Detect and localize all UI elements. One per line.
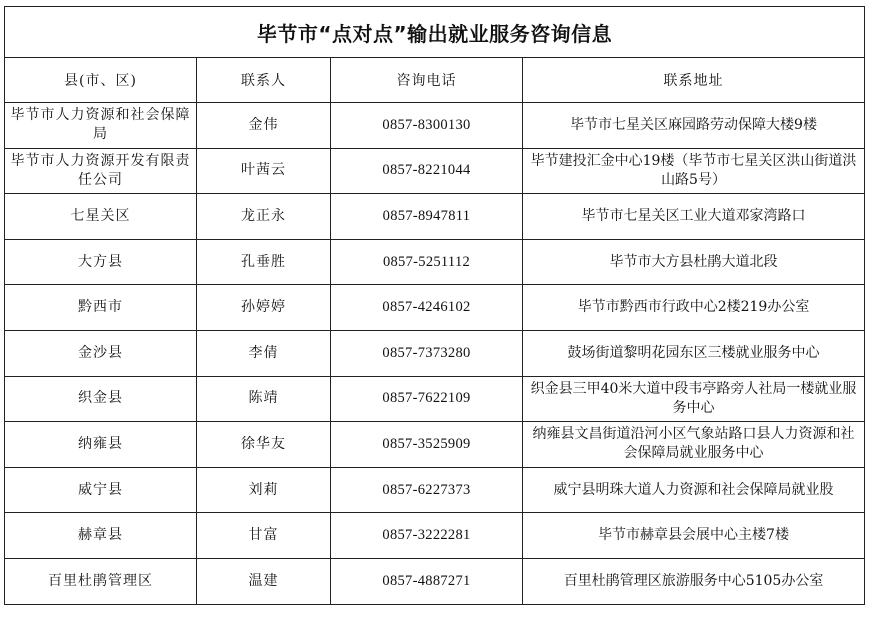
header-county[interactable]: 县(市、区) <box>5 58 197 103</box>
cell-contact[interactable]: 孙婷婷 <box>197 285 331 331</box>
info-table <box>4 6 865 605</box>
cell-county[interactable]: 七星关区 <box>5 194 197 240</box>
cell-contact[interactable]: 龙正永 <box>197 194 331 240</box>
cell-address[interactable]: 毕节市七星关区工业大道邓家湾路口 <box>523 194 865 240</box>
table-row <box>5 285 865 331</box>
cell-phone[interactable]: 0857-8221044 <box>331 148 523 194</box>
table-row <box>5 103 865 149</box>
header-row <box>5 58 865 103</box>
table-title[interactable]: 毕节市“点对点”输出就业服务咨询信息 <box>5 7 865 58</box>
cell-address[interactable]: 织金县三甲40米大道中段韦亭路旁人社局一楼就业服务中心 <box>523 376 865 422</box>
table-row <box>5 239 865 285</box>
header-address[interactable]: 联系地址 <box>523 58 865 103</box>
table-row <box>5 422 865 468</box>
cell-phone[interactable]: 0857-7373280 <box>331 330 523 376</box>
cell-address[interactable]: 毕节建投汇金中心19楼（毕节市七星关区洪山街道洪山路5号） <box>523 148 865 194</box>
cell-contact[interactable]: 徐华友 <box>197 422 331 468</box>
cell-address[interactable]: 毕节市七星关区麻园路劳动保障大楼9楼 <box>523 103 865 149</box>
spreadsheet-sheet <box>4 6 864 630</box>
cell-phone[interactable]: 0857-4887271 <box>331 558 523 604</box>
cell-county[interactable]: 金沙县 <box>5 330 197 376</box>
cell-address[interactable]: 毕节市大方县杜鹃大道北段 <box>523 239 865 285</box>
cell-address[interactable]: 威宁县明珠大道人力资源和社会保障局就业股 <box>523 467 865 513</box>
cell-contact[interactable]: 刘莉 <box>197 467 331 513</box>
cell-phone[interactable]: 0857-4246102 <box>331 285 523 331</box>
cell-phone[interactable]: 0857-6227373 <box>331 467 523 513</box>
cell-phone[interactable]: 0857-3525909 <box>331 422 523 468</box>
table-body <box>5 103 865 605</box>
table-row <box>5 558 865 604</box>
cell-contact[interactable]: 孔垂胜 <box>197 239 331 285</box>
cell-contact[interactable]: 温建 <box>197 558 331 604</box>
table-row <box>5 513 865 559</box>
table-row <box>5 194 865 240</box>
header-contact[interactable]: 联系人 <box>197 58 331 103</box>
cell-contact[interactable]: 叶茜云 <box>197 148 331 194</box>
cell-county[interactable]: 百里杜鹃管理区 <box>5 558 197 604</box>
cell-county[interactable]: 织金县 <box>5 376 197 422</box>
cell-address[interactable]: 纳雍县文昌街道沿河小区气象站路口县人力资源和社会保障局就业服务中心 <box>523 422 865 468</box>
cell-county[interactable]: 黔西市 <box>5 285 197 331</box>
cell-contact[interactable]: 陈靖 <box>197 376 331 422</box>
table-row <box>5 376 865 422</box>
cell-county[interactable]: 毕节市人力资源和社会保障局 <box>5 103 197 149</box>
cell-phone[interactable]: 0857-8947811 <box>331 194 523 240</box>
cell-county[interactable]: 赫章县 <box>5 513 197 559</box>
cell-phone[interactable]: 0857-5251112 <box>331 239 523 285</box>
cell-address[interactable]: 毕节市赫章县会展中心主楼7楼 <box>523 513 865 559</box>
cell-contact[interactable]: 甘富 <box>197 513 331 559</box>
cell-county[interactable]: 毕节市人力资源开发有限责任公司 <box>5 148 197 194</box>
table-row <box>5 330 865 376</box>
cell-county[interactable]: 大方县 <box>5 239 197 285</box>
cell-phone[interactable]: 0857-3222281 <box>331 513 523 559</box>
cell-county[interactable]: 威宁县 <box>5 467 197 513</box>
cell-phone[interactable]: 0857-8300130 <box>331 103 523 149</box>
cell-address[interactable]: 鼓场街道黎明花园东区三楼就业服务中心 <box>523 330 865 376</box>
header-phone[interactable]: 咨询电话 <box>331 58 523 103</box>
cell-county[interactable]: 纳雍县 <box>5 422 197 468</box>
table-row <box>5 467 865 513</box>
table-row <box>5 148 865 194</box>
cell-contact[interactable]: 李倩 <box>197 330 331 376</box>
cell-address[interactable]: 百里杜鹃管理区旅游服务中心5105办公室 <box>523 558 865 604</box>
cell-contact[interactable]: 金伟 <box>197 103 331 149</box>
cell-phone[interactable]: 0857-7622109 <box>331 376 523 422</box>
cell-address[interactable]: 毕节市黔西市行政中心2楼219办公室 <box>523 285 865 331</box>
